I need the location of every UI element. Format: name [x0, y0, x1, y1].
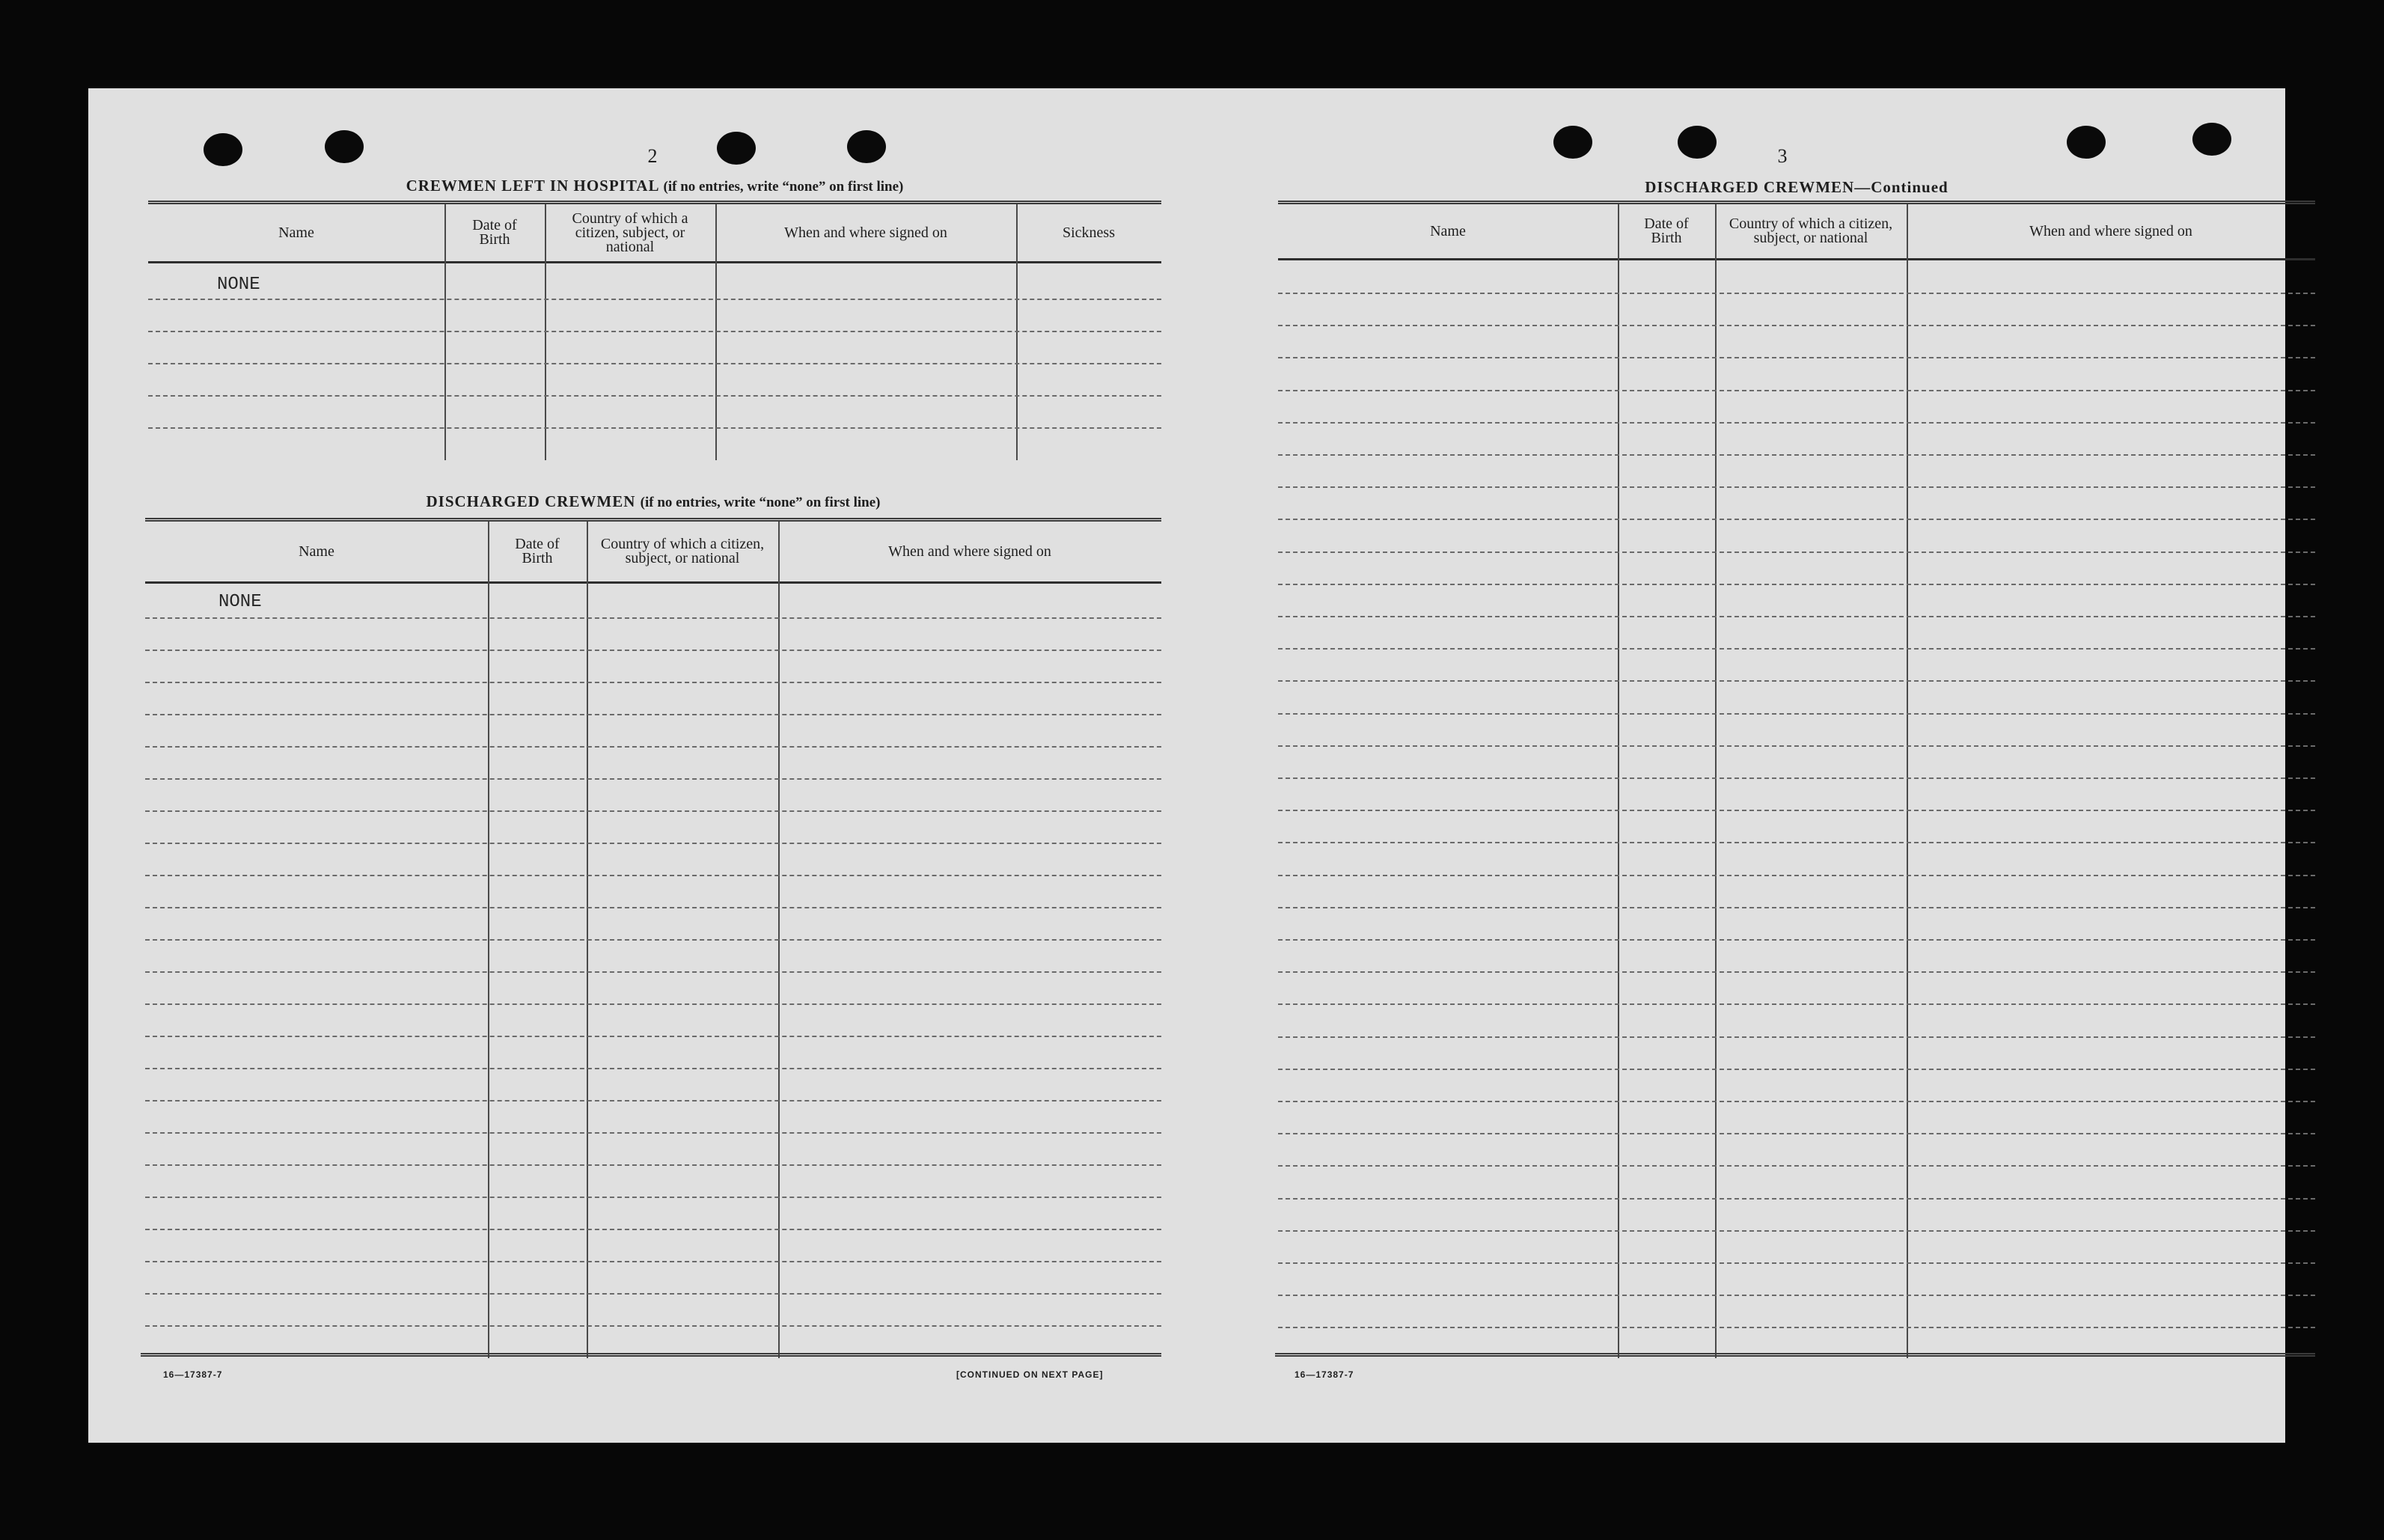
ruled-line: [145, 971, 1161, 973]
ruled-line: [145, 778, 1161, 780]
col-header-signed-on: When and where signed on: [888, 543, 1051, 560]
ruled-line: [1278, 745, 2315, 747]
hospital-section-title: [148, 177, 1161, 195]
ruled-line: [145, 1325, 1161, 1327]
ruled-line: [1278, 325, 2315, 326]
column-divider: [1618, 204, 1619, 1358]
continued-title-text: DISCHARGED CREWMEN: [1645, 178, 1855, 196]
ruled-line: [145, 1003, 1161, 1005]
hospital-first-entry: NONE: [217, 275, 260, 295]
col-header-signed-on: When and where signed on: [784, 224, 947, 241]
ruled-line: [145, 650, 1161, 651]
ruled-line: [1278, 1101, 2315, 1102]
form-number-right: 16—17387-7: [1295, 1369, 1354, 1380]
ruled-line: [1278, 390, 2315, 391]
ruled-line: [1278, 519, 2315, 520]
ruled-line: [145, 682, 1161, 683]
ruled-line: [148, 427, 1161, 429]
discharged-section-title: [145, 492, 1161, 511]
ruled-line: [1278, 875, 2315, 876]
ruled-line: [1278, 1230, 2315, 1232]
col-header-name: Name: [299, 543, 334, 560]
ruled-line: [1278, 648, 2315, 650]
discharged-first-entry: NONE: [218, 592, 262, 612]
ruled-line: [1278, 1262, 2315, 1264]
ruled-line: [145, 1293, 1161, 1295]
ruled-line: [1278, 842, 2315, 843]
column-divider: [715, 204, 717, 460]
ruled-line: [1278, 1133, 2315, 1134]
hospital-table-header: [148, 204, 1161, 263]
punch-hole-6: [1678, 126, 1717, 159]
ruled-line: [1278, 616, 2315, 617]
ruled-line: [148, 299, 1161, 300]
ruled-line: [1278, 1003, 2315, 1005]
page-number-left: 2: [647, 145, 658, 167]
col-header-signed-on: When and where signed on: [2029, 222, 2192, 239]
ruled-line: [1278, 1198, 2315, 1200]
left-table-bottom-rule: [141, 1353, 1161, 1357]
ruled-line: [145, 843, 1161, 844]
ruled-line: [145, 875, 1161, 876]
ruled-line: [145, 714, 1161, 715]
ruled-line: [1278, 1036, 2315, 1038]
ruled-line: [145, 1036, 1161, 1037]
punch-hole-3: [717, 132, 756, 165]
ruled-line: [1278, 810, 2315, 811]
discharged-table: [145, 518, 1161, 1358]
ruled-line: [1278, 1069, 2315, 1070]
ruled-line: [1278, 454, 2315, 456]
ruled-line: [1278, 293, 2315, 294]
ruled-line: [145, 1132, 1161, 1134]
punch-hole-7: [2067, 126, 2106, 159]
column-divider: [1016, 204, 1018, 460]
column-divider: [545, 204, 546, 460]
ruled-line: [1278, 357, 2315, 358]
punch-hole-8: [2192, 123, 2231, 156]
continued-note: [CONTINUED ON NEXT PAGE]: [956, 1369, 1104, 1380]
hospital-title-text: CREWMEN LEFT IN HOSPITAL: [406, 177, 659, 195]
ruled-line: [145, 1100, 1161, 1101]
ruled-line: [145, 939, 1161, 941]
ruled-line: [145, 1229, 1161, 1230]
form-number-left: 16—17387-7: [163, 1369, 223, 1380]
col-header-country: Country of which a citizen, subject, or national: [1729, 216, 1893, 246]
col-header-name: Name: [278, 224, 314, 241]
ruled-line: [1278, 422, 2315, 424]
column-divider: [1715, 204, 1717, 1358]
ruled-line: [1278, 551, 2315, 553]
ruled-line: [1278, 1327, 2315, 1328]
discharged-instruction: (if no entries, write “none” on first line): [640, 495, 881, 510]
ruled-line: [1278, 486, 2315, 488]
ruled-line: [145, 1197, 1161, 1198]
ruled-line: [145, 1261, 1161, 1262]
ruled-line: [145, 1068, 1161, 1069]
ruled-line: [1278, 907, 2315, 908]
ruled-line: [1278, 1165, 2315, 1167]
column-divider: [1907, 204, 1908, 1358]
col-header-country: Country of which a citizen, subject, or national: [572, 210, 688, 255]
continued-section-title: [1278, 178, 2315, 197]
discharged-table-header: [145, 522, 1161, 584]
punch-hole-2: [325, 130, 364, 163]
ruled-line: [1278, 680, 2315, 682]
ruled-line: [1278, 939, 2315, 941]
ruled-line: [145, 746, 1161, 748]
continued-title-suffix: —Continued: [1854, 178, 1949, 196]
ruled-line: [145, 907, 1161, 908]
hospital-instruction: (if no entries, write “none” on first line): [663, 179, 904, 195]
ruled-line: [148, 395, 1161, 397]
col-header-date-of-birth: Date of Birth: [472, 217, 517, 248]
ruled-line: [1278, 971, 2315, 973]
punch-hole-1: [204, 133, 242, 166]
page-number-right: 3: [1777, 145, 1788, 167]
ruled-line: [1278, 713, 2315, 715]
ruled-line: [148, 331, 1161, 332]
col-header-name: Name: [1430, 222, 1466, 239]
ruled-line: [145, 617, 1161, 619]
ruled-line: [1278, 777, 2315, 779]
hospital-table: [148, 201, 1161, 460]
ruled-line: [148, 363, 1161, 364]
col-header-date-of-birth: Date of Birth: [515, 536, 560, 566]
discharged-title-text: DISCHARGED CREWMEN: [426, 492, 636, 510]
ruled-line: [145, 1164, 1161, 1166]
col-header-sickness: Sickness: [1063, 224, 1115, 241]
ruled-line: [1278, 1295, 2315, 1296]
punch-hole-5: [1553, 126, 1592, 159]
column-divider: [444, 204, 446, 460]
col-header-date-of-birth: Date of Birth: [1644, 216, 1689, 246]
continued-table-header: [1278, 204, 2315, 260]
ruled-line: [145, 810, 1161, 812]
ruled-line: [1278, 584, 2315, 585]
col-header-country: Country of which a citizen, subject, or national: [600, 536, 765, 566]
form-sheet: [88, 88, 2285, 1443]
right-table-bottom-rule: [1275, 1353, 2315, 1357]
punch-hole-4: [847, 130, 886, 163]
continued-table: [1278, 201, 2315, 1358]
